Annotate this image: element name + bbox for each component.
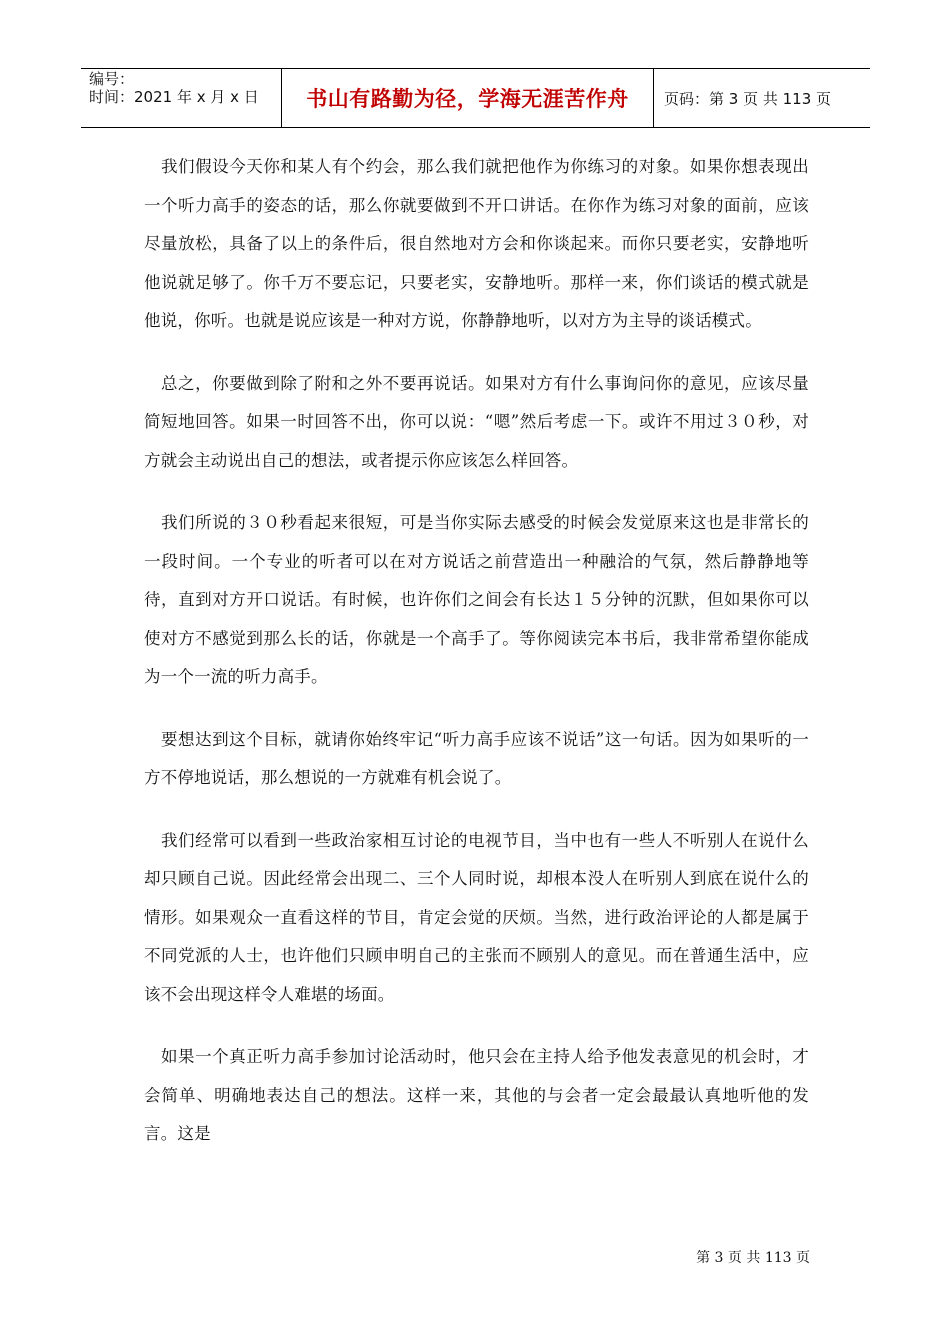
paragraph: 总之，你要做到除了附和之外不要再说话。如果对方有什么事询问你的意见，应该尽量简短地回答。如果一时回答不出，你可以说：“嗯”然后考虑一下。或许不用过３０秒，对方就会主动说出自己的想法，或者提示你应该怎么样回答。 (144, 373, 809, 470)
page-header (81, 68, 870, 128)
paragraph: 我们所说的３０秒看起来很短，可是当你实际去感受的时候会发觉原来这也是非常长的一段时间。一个专业的听者可以在对方说话之前营造出一种融洽的气氛，然后静静地等待，直到对方开口说话。有时候，也许你们之间会有长达１５分钟的沉默，但如果你可以使对方不感觉到那么长的话，你就是一个高手了。等你阅读完本书后，我非常希望你能成为一个一流的听力高手。 (144, 513, 809, 686)
paragraph: 我们经常可以看到一些政治家相互讨论的电视节目，当中也有一些人不听别人在说什么却只顾自己说。因此经常会出现二、三个人同时说，却根本没人在听别人到底在说什么的情形。如果观众一直看这样的节目，肯定会觉的厌烦。当然，进行政治评论的人都是属于不同党派的人士，也许他们只顾申明自己的主张而不顾别人的意见。而在普通生活中，应该不会出现这样令人难堪的场面。 (144, 830, 809, 1004)
header-motto: 书山有路勤为径，学海无涯苦作舟 (282, 69, 654, 127)
document-date: 时间：2021 年 x 月 x 日 (89, 88, 259, 106)
header-meta (81, 69, 282, 127)
paragraph: 要想达到这个目标，就请你始终牢记“听力高手应该不说话”这一句话。因为如果听的一方不停地说话，那么想说的一方就难有机会说了。 (144, 729, 809, 787)
document-number-label: 编号： (89, 70, 135, 88)
footer-page-number: 第 3 页 共 113 页 (696, 1250, 810, 1266)
header-page-info: 页码：第 3 页 共 113 页 (664, 89, 832, 108)
paragraph: 我们假设今天你和某人有个约会，那么我们就把他作为你练习的对象。如果你想表现出一个听力高手的姿态的话，那么你就要做到不开口讲话。在你作为练习对象的面前，应该尽量放松，具备了以上的条件后，很自然地对方会和你谈起来。而你只要老实，安静地听他说就足够了。你千万不要忘记，只要老实，安静地听。那样一来，你们谈话的模式就是他说，你听。也就是说应该是一种对方说，你静静地听，以对方为主导的谈话模式。 (144, 157, 809, 330)
paragraph: 如果一个真正听力高手参加讨论活动时，他只会在主持人给予他发表意见的机会时，才会简单、明确地表达自己的想法。这样一来，其他的与会者一定会最最认真地听他的发言。这是 (144, 1047, 809, 1143)
document-body (144, 148, 809, 1178)
